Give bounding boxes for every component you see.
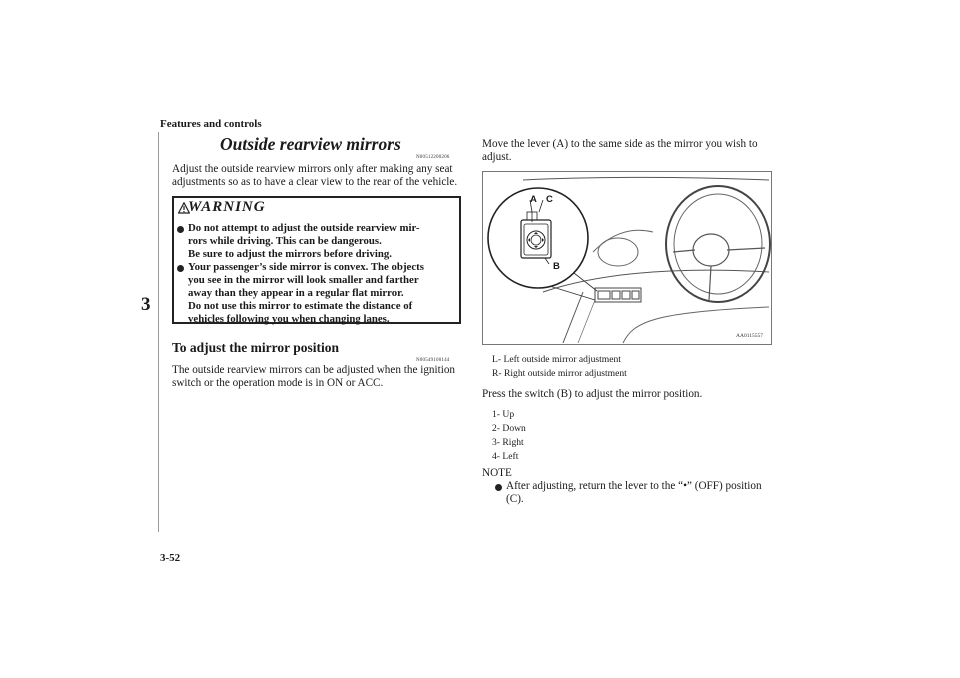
warning-line: vehicles following you when changing lanes. bbox=[188, 313, 390, 325]
intro-line-1: Adjust the outside rearview mirrors only after making any seat bbox=[172, 163, 453, 175]
note-line-2: (C). bbox=[506, 493, 524, 505]
figure-code: AA0115557 bbox=[736, 333, 763, 339]
page-number: 3-52 bbox=[160, 552, 181, 564]
chapter-tab: 3 bbox=[141, 294, 151, 315]
note-title: NOTE bbox=[482, 467, 512, 479]
dashboard-illustration bbox=[482, 171, 772, 345]
bullet-icon bbox=[495, 484, 502, 491]
bullet-icon bbox=[177, 265, 184, 272]
warning-line: Do not use this mirror to estimate the distance of bbox=[188, 300, 413, 312]
warning-title: WARNING bbox=[188, 199, 266, 215]
page-title: Outside rearview mirrors bbox=[220, 134, 401, 154]
lever-item: R- Right outside mirror adjustment bbox=[492, 368, 627, 379]
switch-item: 2- Down bbox=[492, 423, 526, 434]
switch-item: 1- Up bbox=[492, 409, 515, 420]
section-subtitle: To adjust the mirror position bbox=[172, 340, 340, 355]
note-line-1: After adjusting, return the lever to the “•” (OFF) position bbox=[506, 480, 762, 492]
figure-label-b: B bbox=[553, 261, 560, 272]
warning-line: Do not attempt to adjust the outside rearview mir- bbox=[188, 222, 420, 234]
para-line-2: switch or the operation mode is in ON or ACC. bbox=[172, 377, 384, 389]
warning-line: Your passenger’s side mirror is convex. The objects bbox=[188, 261, 424, 273]
switch-item: 3- Right bbox=[492, 437, 524, 448]
para-line-1: The outside rearview mirrors can be adjusted when the ignition bbox=[172, 364, 456, 376]
bullet-icon bbox=[177, 226, 184, 233]
dashboard-drawing bbox=[483, 172, 771, 344]
subtitle-code: N00549100144 bbox=[416, 358, 450, 363]
warning-line: away than they appear in a regular flat mirror. bbox=[188, 287, 404, 299]
section-header: Features and controls bbox=[160, 118, 262, 130]
lever-item: L- Left outside mirror adjustment bbox=[492, 354, 621, 365]
warning-line: Be sure to adjust the mirrors before driving. bbox=[188, 248, 392, 260]
warning-line: rors while driving. This can be dangerous. bbox=[188, 235, 382, 247]
margin-rule bbox=[158, 132, 159, 532]
figure-label-c: C bbox=[546, 194, 553, 205]
lever-line-1: Move the lever (A) to the same side as the mirror you wish to bbox=[482, 138, 758, 150]
title-code: N00512200206 bbox=[416, 155, 450, 160]
lever-line-2: adjust. bbox=[482, 151, 512, 163]
switch-text: Press the switch (B) to adjust the mirror position. bbox=[482, 388, 703, 400]
warning-line: you see in the mirror will look smaller and farther bbox=[188, 274, 419, 286]
switch-item: 4- Left bbox=[492, 451, 519, 462]
figure-label-a: A bbox=[530, 194, 537, 205]
intro-line-2: adjustments so as to have a clear view to the rear of the vehicle. bbox=[172, 176, 458, 188]
